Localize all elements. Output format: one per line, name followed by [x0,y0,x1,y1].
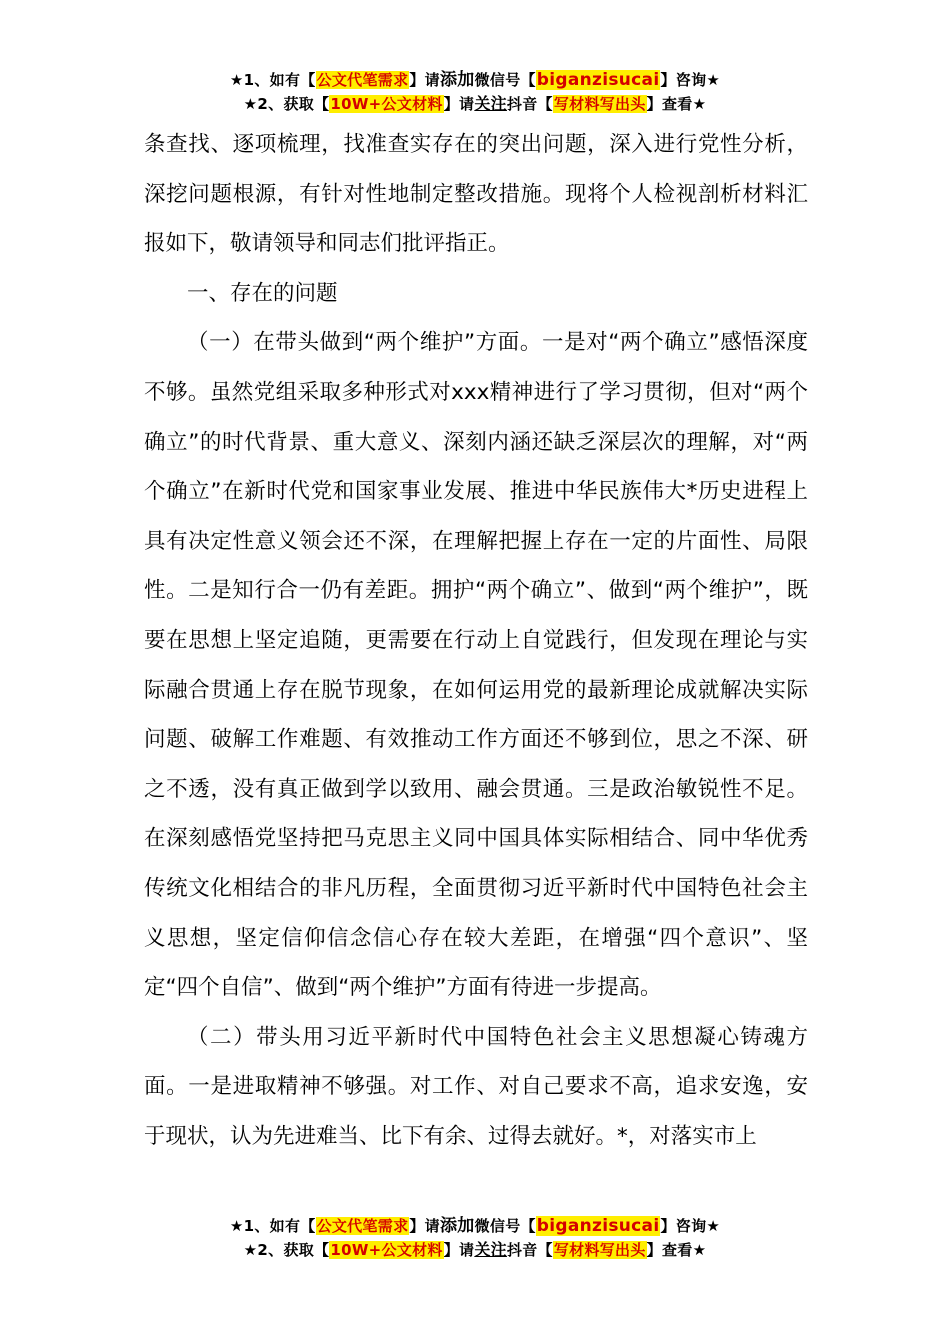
section-heading: 一、存在的问题 [187,280,338,306]
highlight-materials: 10W+公文材料 [330,1241,443,1259]
banner-line-1: ★1、如有【公文代笔需求】请添加微信号【biganzisucai】咨询★ [229,1216,721,1236]
highlight-service: 公文代笔需求 [316,1217,409,1235]
highlight-wechat-id: biganzisucai [536,1216,660,1236]
footer-banner [0,1214,950,1262]
highlight-douyin: 写材料写出头 [553,1241,646,1259]
banner-line-1: ★1、如有【公文代笔需求】请添加微信号【biganzisucai】咨询★ [229,70,721,90]
highlight-materials: 10W+公文材料 [330,95,443,113]
banner-line-2: ★2、获取【10W+公文材料】请关注抖音【写材料写出头】查看★ [243,94,707,113]
highlight-service: 公文代笔需求 [316,71,409,89]
highlight-douyin: 写材料写出头 [553,95,646,113]
paragraph-section-1: （一）在带头做到“两个维护”方面。一是对“两个确立”感悟深度不够。虽然党组采取多种形式对xxx精神进行了学习贯彻，但对“两个确立”的时代背景、重大意义、深刻内涵还缺乏深层次的理解，对“两个确立”在新时代党和国家事业发展、推进中华民族伟大*历史进程上具有决定性意义领会还不深，在理解把握上存在一定的片面性、局限性。二是知行合一仍有差距。拥护“两个确立”、做到“两个维护”，既要在思想上坚定追随，更需要在行动上自觉践行，但发现在理论与实际融合贯通上存在脱节现象，在如何运用党的最新理论成就解决实际问题、破解工作难题、有效推动工作方面还不够到位，思之不深、研之不透，没有真正做到学以致用、融会贯通。三是政治敏锐性不足。在深刻感悟党坚持把马克思主义同中国具体实际相结合、同中华优秀传统文化相结合的非凡历程，全面贯彻习近平新时代中国特色社会主义思想，坚定信仰信念信心存在较大差距，在增强“四个意识”、坚定“四个自信”、做到“两个维护”方面有待进一步提高。 [144,330,808,1001]
paragraph-intro: 条查找、逐项梳理，找准查实存在的突出问题，深入进行党性分析，深挖问题根源，有针对性地制定整改措施。现将个人检视剖析材料汇报如下，敬请领导和同志们批评指正。 [144,132,808,257]
header-banner [0,68,950,116]
highlight-wechat-id: biganzisucai [536,70,660,90]
banner-line-2: ★2、获取【10W+公文材料】请关注抖音【写材料写出头】查看★ [243,1240,707,1259]
paragraph-section-2: （二）带头用习近平新时代中国特色社会主义思想凝心铸魂方面。一是进取精神不够强。对工作、对自己要求不高，追求安逸，安于现状，认为先进难当、比下有余、过得去就好。*，对落实市上 [144,1024,808,1149]
document-body [144,120,808,1161]
